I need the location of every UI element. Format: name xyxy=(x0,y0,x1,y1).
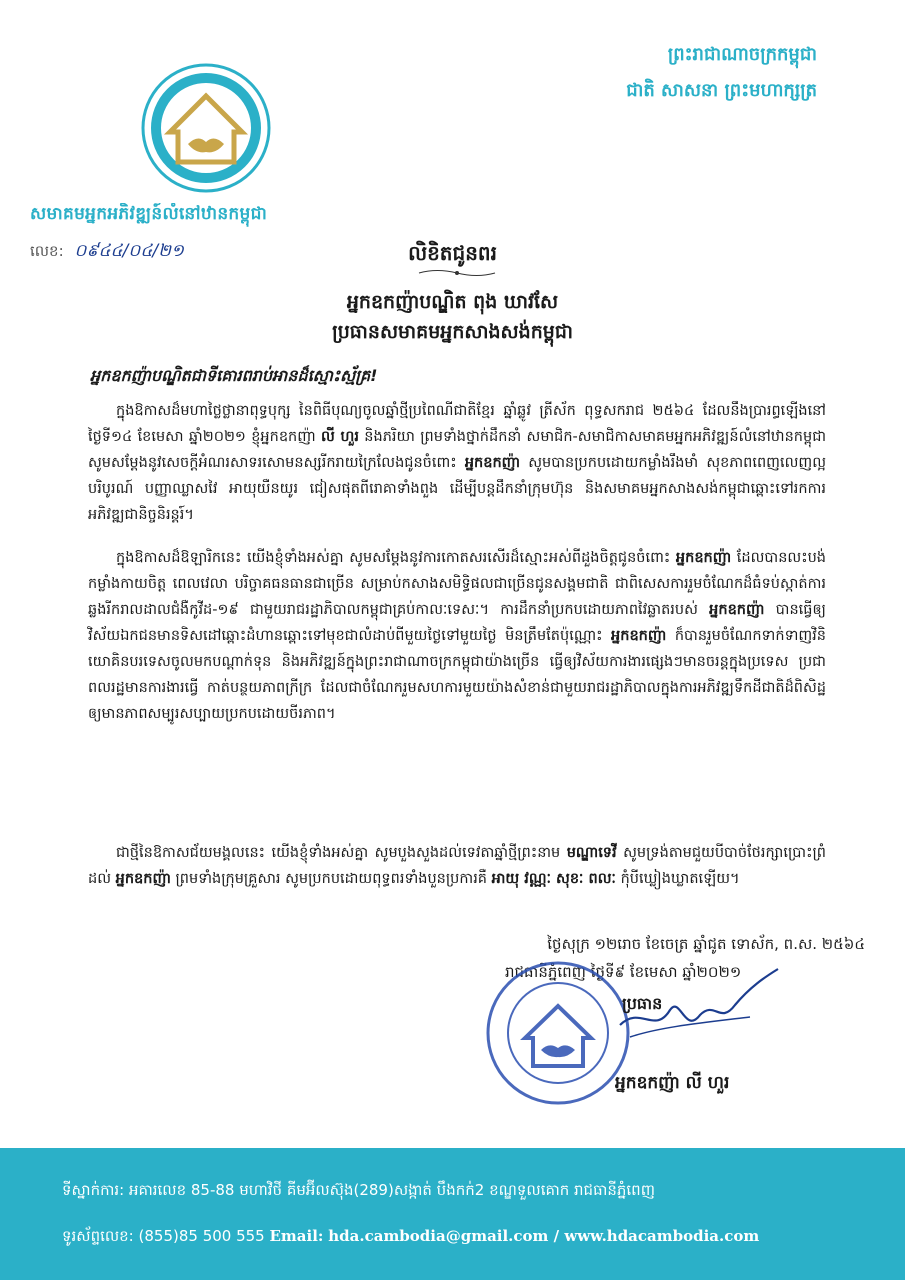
footer-address xyxy=(62,1181,655,1203)
email-label: Email: xyxy=(269,1227,324,1245)
motto-nation: ជាតិ សាសនា ព្រះមហាក្សត្រ xyxy=(626,80,817,101)
addressee-title: ប្រធានសមាគមអ្នកសាងសង់កម្ពុជា xyxy=(332,321,573,343)
phone-number: (855)85 500 555 xyxy=(138,1227,265,1245)
motto-kingdom: ព្រះរាជាណាចក្រកម្ពុជា xyxy=(667,44,817,65)
organization-name: សមាគមអ្នកអភិវឌ្ឍន៍លំនៅឋានកម្ពុជា xyxy=(30,204,268,224)
paragraph-2: ក្នុងឱកាសដ៏ឱឡារិកនេះ យើងខ្ញុំទាំងអស់គ្នា សូមសម្តែងនូវការកោតសរសើរដ៏ស្មោះអស់ពីដួងចិត្តជូនចំពោះ អ្នកឧកញ៉ា ដែលបានលះបង់កម្លាំងកាយចិត្ត ពេលវេលា បរិច្ចាគធនធានជាច្រើន សម្រាប់កសាងសមិទ្ធិផលជាច្រើនជូនសង្គមជាតិ ជាពិសេសការរួមចំណែកដ៏ធំទប់ស្កាត់ការឆ្លងរីករាលដាលជំងឺកូវីដ-១៩ ជាមួយរាជរដ្ឋាភិបាលកម្ពុជាគ្រប់កាលៈទេសៈ។ ការដឹកនាំប្រកបដោយភាពវៃឆ្លាតរបស់ អ្នកឧកញ៉ា បានធ្វើឲ្យវិស័យឯកជនមានទិសដៅឆ្ពោះដំហានឆ្ពោះទៅមុខជាលំដាប់ពីមួយថ្ងៃទៅមួយថ្ងៃ មិនត្រឹមតែប៉ុណ្ណោះ អ្នកឧកញ៉ា ក៏បានរួមចំណែកទាក់ទាញវិនិយោគិនបរទេសចូលមកបណ្តាក់ទុន និងអភិវឌ្ឍន៍ក្នុងព្រះរាជាណាចក្រកម្ពុជាយ៉ាងច្រើន ធ្វើឲ្យវិស័យការងារផ្សេងៗមានចរន្តក្នុងប្រទេស ប្រជាពលរដ្ឋមានការងារធ្វើ កាត់បន្ថយភាពក្រីក្រ ដែលជាចំណែករួមសហការមួយយ៉ាងសំខាន់ជាមួយរាជរដ្ឋាភិបាលក្នុងការអភិវឌ្ឍទឹកដីជាតិដ៏ពិសិដ្ឋឲ្យមានភាពសម្បូរសប្បាយប្រកបដោយចីរភាព។ xyxy=(88,550,826,722)
document-title: លិខិតជូនពរ xyxy=(408,241,497,265)
footer-contact xyxy=(62,1227,759,1249)
paragraph-1: ក្នុងឱកាសដ៏មហាថ្លៃថ្លានាពុទ្ធបុក្ស នៃពិធីបុណ្យចូលឆ្នាំថ្មីប្រពៃណីជាតិខ្មែរ ឆ្នាំឆ្លូវ ត្រីស័ក ពុទ្ធសករាជ ២៥៦៤ ដែលនឹងប្រារព្ធឡើងនៅថ្ងៃទី១៤ ខែមេសា ឆ្នាំ២០២១ ខ្ញុំអ្នកឧកញ៉ា លី ហួរ និងភរិយា ព្រមទាំងថ្នាក់ដឹកនាំ សមាជិក-សមាជិកាសមាគមអ្នកអភិវឌ្ឍន៍លំនៅឋានកម្ពុជា សូមសម្តែងនូវសេចក្តីអំណរសាទរសោមនស្សរីករាយក្រៃលែងជូនចំពោះ អ្នកឧកញ៉ា សូមបានប្រកបដោយកម្លាំងរឹងមាំ សុខភាពពេញលេញល្អបរិបូរណ៍ បញ្ញាឈ្លាសវៃ អាយុយឺនយូរ ជៀសផុតពីរោគាទាំងពួង ដើម្បីបន្តដឹកនាំក្រុមហ៊ុន និងសមាគមអ្នកសាងសង់កម្ពុជាឆ្ពោះទៅរកការអភិវឌ្ឍជានិច្ចនិរន្តរ៍។ xyxy=(88,403,827,523)
place-and-date: រាជធានីភ្នំពេញ ថ្ងៃទី៩ ខែមេសា ឆ្នាំ២០២១ xyxy=(505,963,742,981)
signer-name: អ្នកឧកញ៉ា លី ហួរ xyxy=(615,1073,730,1093)
title-flourish xyxy=(417,268,497,278)
association-logo xyxy=(140,62,272,194)
addressee-name: អ្នកឧកញ៉ាបណ្ឌិត ពុង ឃាវសែ xyxy=(346,291,559,313)
email-and-website[interactable]: hda.cambodia@gmail.com / www.hdacambodia.com xyxy=(328,1227,760,1245)
lunar-date: ថ្ងៃសុក្រ ១២រោច ខែចេត្រ ឆ្នាំជូត ទោស័ក, ព.ស. ២៥៦៤ xyxy=(547,935,865,953)
address-label: ទីស្នាក់ការ: xyxy=(62,1181,125,1199)
reference-label: លេខ: xyxy=(30,242,64,260)
signer-role: ប្រធាន xyxy=(622,994,663,1013)
footer-bar xyxy=(0,1148,905,1280)
phone-label: ទូរស័ព្ទលេខ: xyxy=(62,1227,134,1245)
address-text: អគារលេខ 85-88 មហាវិថី គីមអ៊ីលស៊ុង(289)សង្កាត់ បឹងកក់2 ខណ្ឌទួលគោក រាជធានីភ្នំពេញ xyxy=(128,1181,655,1199)
reference-value: ០៩៤៤/០៤/២១ xyxy=(74,241,184,261)
salutation: អ្នកឧកញ៉ាបណ្ឌិតជាទីគោរពរាប់អានដ៏ស្មោះស្ម័គ្រ! xyxy=(90,366,378,385)
paragraph-3: ជាថ្មីនៃឱកាសជ័យមង្គលនេះ យើងខ្ញុំទាំងអស់គ្នា សូមបួងសួងដល់ទេវតាឆ្នាំថ្មីព្រះនាម មណ្ឌាទេវី សូមទ្រង់តាមជួយបីបាច់ថែរក្សាប្រោះព្រំដល់ អ្នកឧកញ៉ា ព្រមទាំងក្រុមគ្រួសារ សូមប្រកបដោយពុទ្ធពរទាំងបួនប្រការគឺ អាយុ វណ្ណៈ សុខៈ ពលៈ កុំបីឃ្លៀងឃ្លាតឡើយ។ xyxy=(88,845,827,887)
